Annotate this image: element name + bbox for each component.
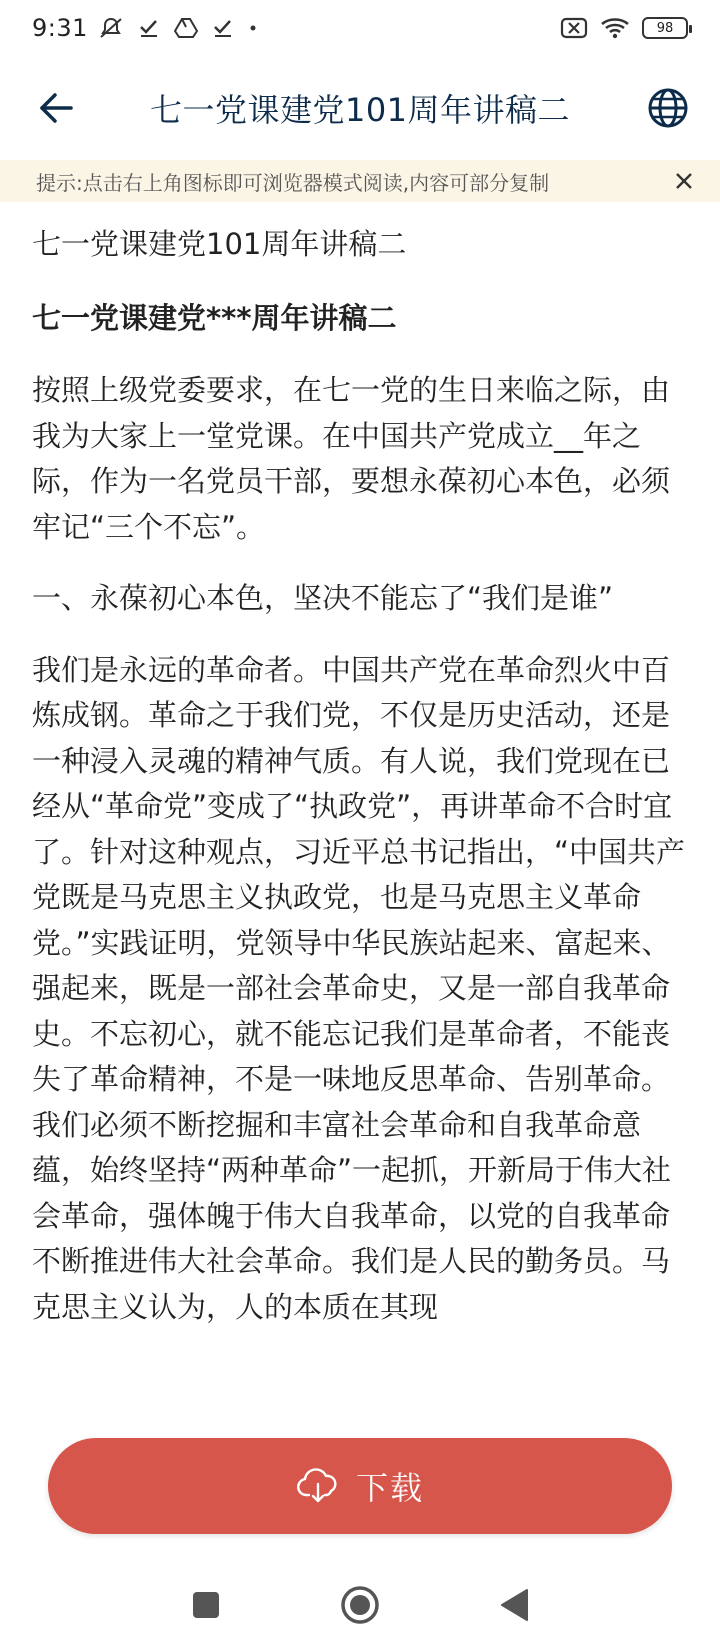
triangle-back-icon bbox=[499, 1588, 529, 1622]
dot-icon bbox=[248, 23, 258, 33]
status-bar bbox=[0, 0, 720, 56]
notification-icons bbox=[98, 16, 258, 40]
tip-close-button[interactable] bbox=[668, 165, 700, 197]
circle-icon bbox=[340, 1585, 380, 1625]
back-button[interactable] bbox=[30, 82, 82, 134]
wifi-icon bbox=[600, 16, 630, 40]
paragraph: 按照上级党委要求，在七一党的生日来临之际，由我为大家上一堂党课。在中国共产党成立__年之际，作为一名党员干部，要想永葆初心本色，必须牢记“三个不忘”。 bbox=[32, 373, 671, 544]
globe-icon bbox=[647, 87, 689, 129]
download-button[interactable] bbox=[48, 1438, 672, 1534]
close-icon bbox=[674, 171, 694, 191]
arrow-left-icon bbox=[38, 92, 74, 124]
mute-notification-icon bbox=[98, 16, 124, 40]
page-title: 七一党课建党101周年讲稿二 bbox=[149, 91, 571, 129]
back-nav-button[interactable] bbox=[492, 1583, 536, 1627]
document-subtitle: 七一党课建党***周年讲稿二 bbox=[32, 301, 397, 335]
drive-icon bbox=[174, 17, 198, 39]
status-time: 9:31 bbox=[32, 14, 88, 42]
app-bar bbox=[0, 56, 720, 160]
home-button[interactable] bbox=[338, 1583, 382, 1627]
cloud-download-icon bbox=[296, 1468, 340, 1504]
download-label: 下载 bbox=[355, 1469, 424, 1507]
tip-banner bbox=[0, 160, 720, 202]
section-heading: 一、永葆初心本色，坚决不能忘了“我们是谁” bbox=[32, 581, 614, 615]
tip-text: 提示:点击右上角图标即可浏览器模式阅读,内容可部分复制 bbox=[36, 170, 550, 195]
recents-button[interactable] bbox=[184, 1583, 228, 1627]
square-icon bbox=[191, 1590, 221, 1620]
paragraph: 我们是永远的革命者。中国共产党在革命烈火中百炼成钢。革命之于我们党，不仅是历史活动，还是一种浸入灵魂的精神气质。有人说，我们党现在已经从“革命党”变成了“执政党”，再讲革命不合时宜了。针对这种观点，习近平总书记指出，“中国共产党既是马克思主义执政党，也是马克思主义革命党。”实践证明，党领导中华民族站起来、富起来、强起来，既是一部社会革命史，又是一部自我革命史。不忘初心，就不能忘记我们是革命者，不能丧失了革命精神，不是一味地反思革命、告别革命。我们必须不断挖掘和丰富社会革命和自我革命意蕴，始终坚持“两种革命”一起抓，开新局于伟大社会革命，强体魄于伟大自我革命，以党的自我革命不断推进伟大社会革命。我们是人民的勤务员。马克思主义认为，人的本质在其现 bbox=[32, 652, 686, 1324]
browser-mode-button[interactable] bbox=[640, 80, 696, 136]
system-nav-bar bbox=[0, 1560, 720, 1650]
no-sim-icon bbox=[560, 16, 588, 40]
battery-indicator bbox=[642, 17, 688, 39]
battery-level: 98 bbox=[656, 20, 674, 36]
document-title: 七一党课建党101周年讲稿二 bbox=[32, 227, 407, 261]
system-icons bbox=[560, 16, 688, 40]
check-icon bbox=[138, 17, 160, 39]
check-icon bbox=[212, 17, 234, 39]
document-content bbox=[32, 222, 692, 1412]
content-fade bbox=[0, 1360, 720, 1420]
